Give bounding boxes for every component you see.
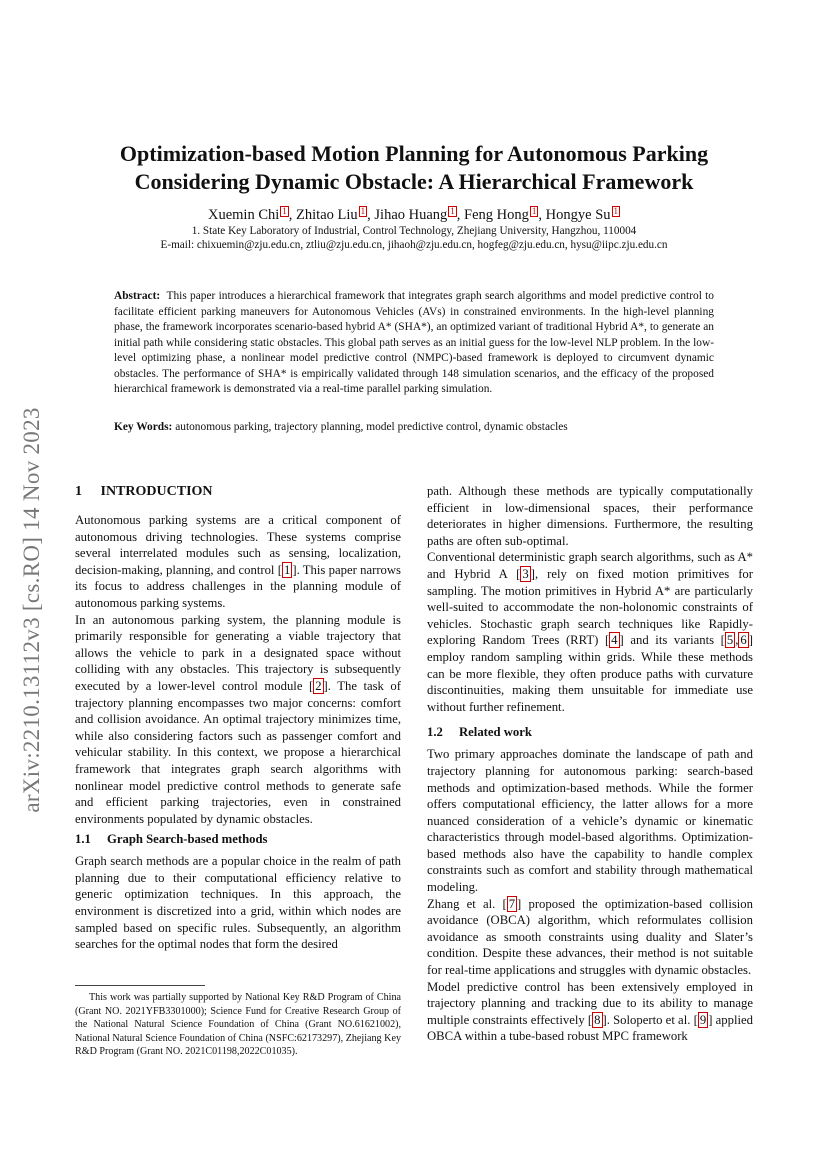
citation-link[interactable]: 5 xyxy=(726,633,734,648)
paragraph: Two primary approaches dominate the landscape of path and trajectory planning for autonomous parking: search-based methods and optimization-based methods. While the former offers computational efficiency, the latter allows for a more nuanced consideration of a vehicle’s dynamic or kinematic characteristics through model-based algorithms. Optimization-based methods also have the capability to handle complex constraints such as comfort and stability through mathematical modeling. xyxy=(427,747,753,895)
citation-link[interactable]: 8 xyxy=(594,1012,601,1027)
affiliation-link[interactable]: 1 xyxy=(360,206,366,216)
citation-link[interactable]: 2 xyxy=(315,678,322,693)
citation-link[interactable]: 7 xyxy=(508,896,516,911)
citation-link[interactable]: 9 xyxy=(699,1012,707,1027)
title-line-2: Considering Dynamic Obstacle: A Hierarchical Framework xyxy=(134,169,694,194)
citation-link[interactable]: 4 xyxy=(611,633,618,648)
citation-link[interactable]: 6 xyxy=(740,633,747,648)
author-name: Hongye Su xyxy=(545,207,611,223)
author-name: Xuemin Chi xyxy=(207,207,280,223)
paragraph: Autonomous parking systems are a critical component of autonomous driving technologies. These systems comprise several interrelated modules such as sensing, localization, decision-making, planning, and control [ 1 ]. This paper narrows its focus to address challenges in the planning module of autonomous parking systems. xyxy=(75,513,401,610)
emails: E-mail: chixuemin@zju.edu.cn, ztliu@zju.edu.cn, jihaoh@zju.edu.cn, hogfeg@zju.edu.cn, hysu@iipc.zju.edu.cn xyxy=(160,239,668,251)
left-column xyxy=(75,483,401,953)
keywords-text: autonomous parking, trajectory planning, model predictive control, dynamic obstacles xyxy=(175,421,568,433)
citation-link[interactable]: 1 xyxy=(283,562,291,577)
paragraph: In an autonomous parking system, the planning module is primarily responsible for generating a viable trajectory that allows the vehicle to park in a designated space without colliding with any obstacles. This trajectory is subsequently executed by a lower-level control module [ 2 ]. The task of trajectory planning encompasses two major concerns: comfort and collision avoidance. An optimal trajectory minimizes time, while also considering factors such as passenger comfort and vehicular stability. In this context, we propose a hierarchical framework that integrates graph search algorithms with nonlinear model predictive control methods to generate safe and efficient parking trajectories, even in constrained environments populated by dynamic obstacles. xyxy=(75,612,401,826)
subsection-heading: 1.2 Related work xyxy=(427,725,532,740)
subsection-heading: 1.1 Graph Search-based methods xyxy=(75,832,268,847)
keywords xyxy=(114,420,714,435)
affiliation-link[interactable]: 1 xyxy=(282,206,287,216)
paragraph: Model predictive control has been extensively employed in trajectory planning and tracking due to its ability to manage multiple constraints effectively [ 8 ]. Soloperto et al. [ 9 ] applied OBCA within a tube-based robust MPC framework xyxy=(427,979,753,1044)
author-name: Jihao Huang xyxy=(374,207,448,223)
paragraph: Conventional deterministic graph search algorithms, such as A* and Hybrid A [ 3 ], rely on fixed motion primitives for sampling. The motion primitives in Hybrid A* are particularly well-suited to accommodate the non-holonomic constraints of vehicles. Stochastic graph search techniques like Rapidly-exploring Random Trees (RRT) [ 4 ] and its variants [ 5 , 6 ] employ random sampling within grids. While these methods can be more flexible, they often produce paths with curvature discontinuities, making them unsuitable for immediate use without further refinement. xyxy=(427,550,753,714)
paragraph: Zhang et al. [ 7 ] proposed the optimization-based collision avoidance (OBCA) algorithm, which reformulates collision avoidance as smooth constraints using duality and Slater’s condition. Despite these advances, their method is not suitable for real-time applications and struggles with dynamic obstacles. xyxy=(427,896,753,978)
affiliation-link[interactable]: 1 xyxy=(613,206,619,216)
author-name: Zhitao Liu xyxy=(296,207,358,223)
footnote: This work was partially supported by National Key R&D Program of China (Grant NO. 2021YFB3301000); Science Fund for Creative Research Group of the National Natural Science Foundation of China (Grant NO.61621002), National Natural Science Foundation of China (NSFC:62173297), Zhejiang Key R&D Program (Grant NO. 2021C01198,2022C01035). xyxy=(75,992,401,1058)
affiliation-link[interactable]: 1 xyxy=(450,206,455,216)
paper-title xyxy=(100,140,728,196)
section-heading: 1 INTRODUCTION xyxy=(75,484,213,499)
abstract-label: Abstract: xyxy=(114,290,161,302)
abstract xyxy=(114,289,714,398)
paragraph: Graph search methods are a popular choice in the realm of path planning due to their computational efficiency relative to generic optimization techniques. In this approach, the environment is discretized into a grid, within which nodes are sampled based on specific rules. Subsequently, an algorithm searches for the optimal nodes that form the desired xyxy=(75,854,401,952)
title-line-1: Optimization-based Motion Planning for Autonomous Parking xyxy=(119,141,709,166)
citation-link[interactable]: 3 xyxy=(522,566,529,581)
footnote-rule xyxy=(75,985,205,986)
affiliation-block xyxy=(100,224,728,252)
affiliation-link[interactable]: 1 xyxy=(531,206,537,216)
affiliation: 1. State Key Laboratory of Industrial, Control Technology, Zhejiang University, Hangzhou, 110004 xyxy=(191,225,637,237)
author-list: Xuemin Chi 1 , Zhitao Liu 1 , Jihao Huang 1 , Feng Hong 1 , Hongye Su 1 xyxy=(207,206,619,223)
keywords-label: Key Words: xyxy=(114,421,173,433)
author-name: Feng Hong xyxy=(464,207,529,223)
paragraph: path. Although these methods are typically computationally efficient in low-dimensional spaces, their performance deteriorates in higher dimensions. Furthermore, the resulting paths are often sub-optimal. xyxy=(427,484,753,548)
arxiv-identifier: arXiv:2210.13112v3 [cs.RO] 14 Nov 2023 xyxy=(19,407,44,813)
right-column xyxy=(427,483,753,1045)
abstract-text: This paper introduces a hierarchical framework that integrates graph search algorithms and model predictive control to facilitate efficient parking maneuvers for Autonomous Vehicles (AVs) in constrained environments. In the high-level planning phase, the framework incorporates scenario-based hybrid A* (SHA*), an optimized variant of traditional Hybrid A*, to generate an initial path while considering static obstacles. This global path serves as an initial guess for the low-level NLP problem. In the low-level optimizing phase, a nonlinear model predictive control (NMPC)-based framework is deployed to circumvent dynamic obstacles. The performance of SHA* is empirically validated through 148 simulation scenarios, and the efficacy of the proposed hierarchical framework is demonstrated via a real-time parallel parking simulation. xyxy=(114,290,714,395)
